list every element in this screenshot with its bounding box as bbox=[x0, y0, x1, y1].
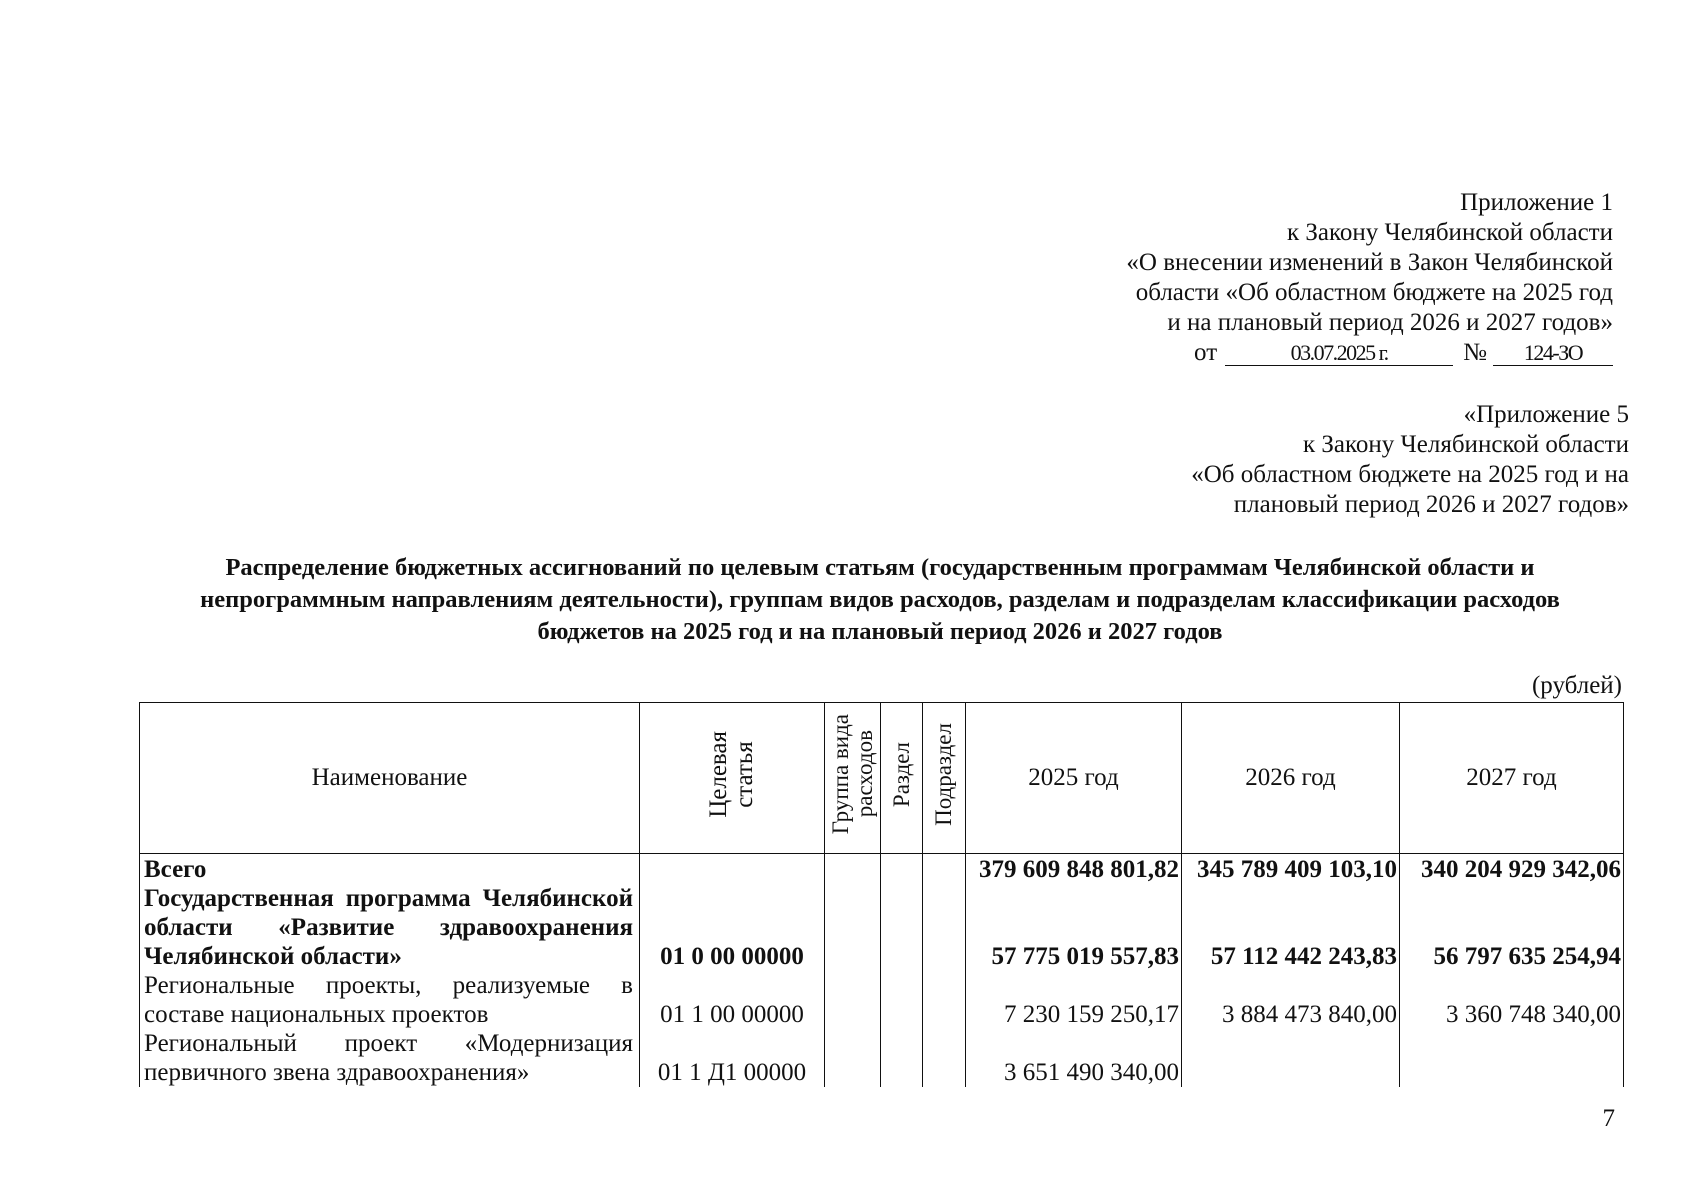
row-section bbox=[881, 884, 923, 971]
row-name: Государственная программа Челябинской области «Развитие здравоохранения Челябинской области» bbox=[140, 884, 640, 971]
table-row bbox=[140, 854, 1624, 885]
document-title-line: непрограммным направлениям деятельности), группам видов расходов, разделам и подразделам классификации расходов bbox=[200, 586, 1560, 613]
row-name: Региональный проект «Модернизация первичного звена здравоохранения» bbox=[140, 1029, 640, 1087]
document-title-line: бюджетов на 2025 год и на плановый период 2026 и 2027 годов bbox=[537, 618, 1223, 645]
row-subsection bbox=[923, 971, 966, 1029]
row-expense-group bbox=[825, 884, 881, 971]
table-row bbox=[140, 971, 1624, 1029]
row-amount-2027: 3 360 748 340,00 bbox=[1400, 971, 1624, 1029]
budget-table bbox=[139, 702, 1624, 1087]
date-prefix: от bbox=[1194, 339, 1218, 366]
row-amount-2026: 3 884 473 840,00 bbox=[1182, 971, 1400, 1029]
row-subsection bbox=[923, 1029, 966, 1087]
row-subsection bbox=[923, 854, 966, 885]
header-target-article: Целевая статья bbox=[640, 703, 825, 854]
row-amount-2025: 3 651 490 340,00 bbox=[966, 1029, 1182, 1087]
row-name: Региональные проекты, реализуемые в составе национальных проектов bbox=[140, 971, 640, 1029]
row-expense-group bbox=[825, 854, 881, 885]
header-2027: 2027 год bbox=[1400, 703, 1624, 854]
row-subsection bbox=[923, 884, 966, 971]
row-amount-2026: 345 789 409 103,10 bbox=[1182, 854, 1400, 885]
table-row bbox=[140, 1029, 1624, 1087]
appendix-1-line: и на плановый период 2026 и 2027 годов» bbox=[1167, 309, 1613, 336]
header-section: Раздел bbox=[881, 703, 923, 854]
appendix-5-line: «Об областном бюджете на 2025 год и на bbox=[1191, 461, 1629, 488]
header-expense-group: Группа вида расходов bbox=[825, 703, 881, 854]
table-header-row bbox=[140, 703, 1624, 854]
document-title-line: Распределение бюджетных ассигнований по целевым статьям (государственным программам Челябинской области и bbox=[225, 554, 1535, 581]
row-name: Всего bbox=[140, 854, 640, 885]
row-amount-2025: 7 230 159 250,17 bbox=[966, 971, 1182, 1029]
law-number: 124-ЗО bbox=[1493, 341, 1613, 366]
header-name: Наименование bbox=[140, 703, 640, 854]
row-section bbox=[881, 971, 923, 1029]
appendix-1-title: Приложение 1 bbox=[1460, 189, 1613, 216]
row-amount-2027 bbox=[1400, 1029, 1624, 1087]
row-target-article: 01 1 00 00000 bbox=[640, 971, 825, 1029]
document-title bbox=[130, 552, 1630, 648]
row-target-article: 01 0 00 00000 bbox=[640, 884, 825, 971]
appendix-1-line: «О внесении изменений в Закон Челябинской bbox=[1126, 249, 1613, 276]
row-amount-2025: 379 609 848 801,82 bbox=[966, 854, 1182, 885]
appendix-5-line: плановый период 2026 и 2027 годов» bbox=[1233, 491, 1629, 518]
header-2026: 2026 год bbox=[1182, 703, 1400, 854]
appendix-1-block bbox=[1126, 188, 1613, 368]
row-expense-group bbox=[825, 1029, 881, 1087]
row-amount-2026 bbox=[1182, 1029, 1400, 1087]
header-2025: 2025 год bbox=[966, 703, 1182, 854]
header-subsection: Подраздел bbox=[923, 703, 966, 854]
appendix-5-line: к Закону Челябинской области bbox=[1303, 431, 1629, 458]
row-section bbox=[881, 854, 923, 885]
row-amount-2027: 56 797 635 254,94 bbox=[1400, 884, 1624, 971]
row-target-article: 01 1 Д1 00000 bbox=[640, 1029, 825, 1087]
appendix-5-block bbox=[1191, 400, 1629, 520]
appendix-1-line: к Закону Челябинской области bbox=[1287, 219, 1613, 246]
unit-label: (рублей) bbox=[1531, 672, 1622, 699]
row-section bbox=[881, 1029, 923, 1087]
page-number: 7 bbox=[1602, 1105, 1615, 1132]
number-prefix: № bbox=[1463, 339, 1487, 366]
appendix-1-line: области «Об областном бюджете на 2025 год bbox=[1135, 279, 1613, 306]
date-value: 03.07.2025 г. bbox=[1225, 341, 1453, 366]
row-amount-2027: 340 204 929 342,06 bbox=[1400, 854, 1624, 885]
appendix-5-title: «Приложение 5 bbox=[1463, 401, 1629, 428]
signature-line bbox=[1126, 338, 1613, 368]
row-amount-2026: 57 112 442 243,83 bbox=[1182, 884, 1400, 971]
row-target-article bbox=[640, 854, 825, 885]
row-expense-group bbox=[825, 971, 881, 1029]
table-row bbox=[140, 884, 1624, 971]
row-amount-2025: 57 775 019 557,83 bbox=[966, 884, 1182, 971]
